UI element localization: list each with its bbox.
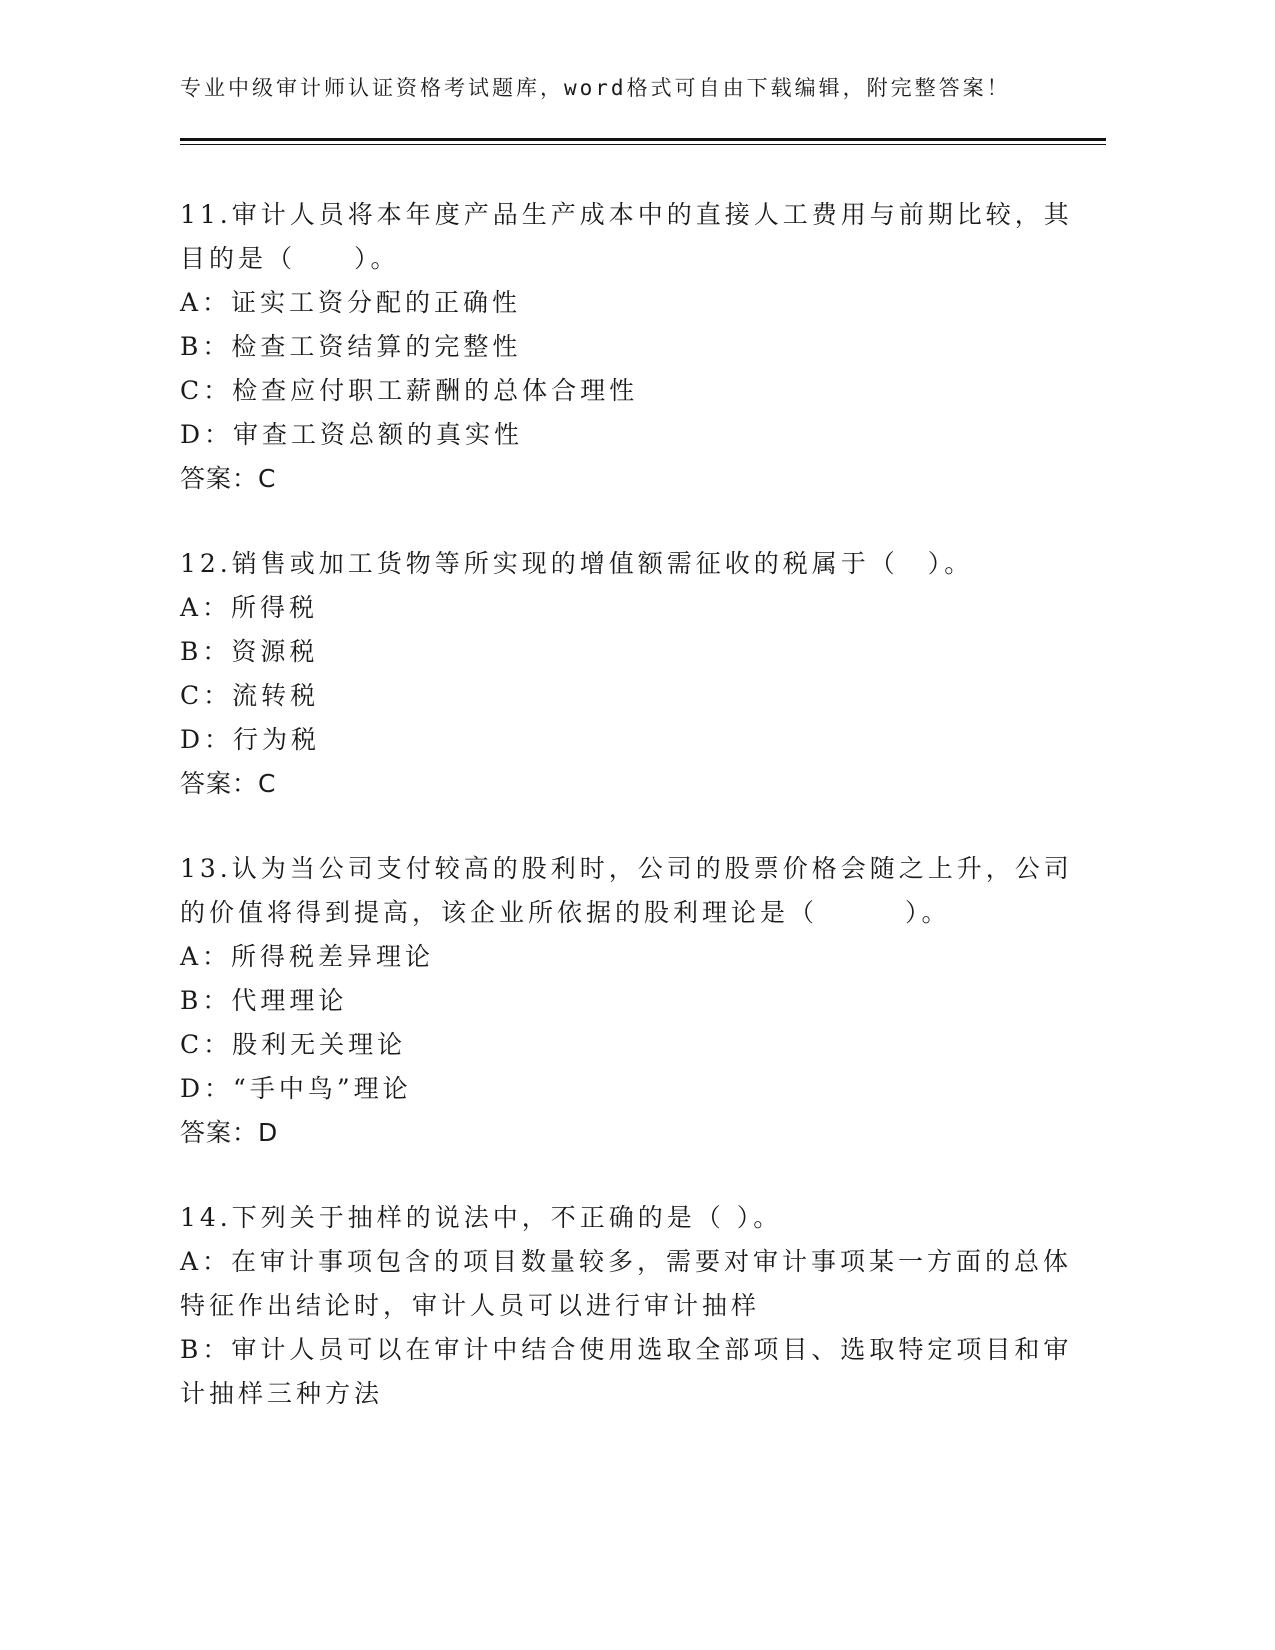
question-14 bbox=[180, 1196, 1073, 1416]
option-a: A：证实工资分配的正确性 bbox=[180, 288, 522, 317]
page-header: 专业中级审计师认证资格考试题库，word格式可自由下载编辑，附完整答案！ bbox=[180, 76, 1011, 100]
question-stem: 12.销售或加工货物等所实现的增值额需征收的税属于（ ）。 bbox=[180, 549, 974, 578]
question-12 bbox=[180, 542, 1030, 806]
question-stem: 11.审计人员将本年度产品生产成本中的直接人工费用与前期比较，其 bbox=[180, 200, 1073, 229]
answer-label: 答案：D bbox=[180, 1118, 279, 1147]
option-a: A：所得税 bbox=[180, 593, 319, 622]
option-d: D：审查工资总额的真实性 bbox=[180, 420, 524, 449]
option-b: B：审计人员可以在审计中结合使用选取全部项目、选取特定项目和审 bbox=[180, 1335, 1073, 1364]
option-b: B：代理理论 bbox=[180, 986, 348, 1015]
option-b-continued: 计抽样三种方法 bbox=[180, 1379, 384, 1408]
option-a-continued: 特征作出结论时，审计人员可以进行审计抽样 bbox=[180, 1291, 761, 1320]
option-a: A：在审计事项包含的项目数量较多，需要对审计事项某一方面的总体 bbox=[180, 1247, 1073, 1276]
question-list bbox=[180, 193, 1073, 1457]
option-d: D：“手中鸟”理论 bbox=[180, 1074, 412, 1103]
option-d: D：行为税 bbox=[180, 725, 321, 754]
answer-label: 答案：C bbox=[180, 769, 277, 798]
option-c: C：股利无关理论 bbox=[180, 1030, 407, 1059]
option-b: B：资源税 bbox=[180, 637, 319, 666]
question-13 bbox=[180, 847, 1073, 1155]
question-stem: 14.下列关于抽样的说法中，不正确的是（ ）。 bbox=[180, 1203, 783, 1232]
question-stem: 13.认为当公司支付较高的股利时，公司的股票价格会随之上升，公司 bbox=[180, 854, 1073, 883]
option-c: C：检查应付职工薪酬的总体合理性 bbox=[180, 376, 639, 405]
option-b: B：检查工资结算的完整性 bbox=[180, 332, 522, 361]
question-stem: 目的是（ ）。 bbox=[180, 244, 400, 273]
answer-label: 答案：C bbox=[180, 464, 277, 493]
option-a: A：所得税差异理论 bbox=[180, 942, 435, 971]
header-divider bbox=[180, 138, 1106, 145]
option-c: C：流转税 bbox=[180, 681, 320, 710]
question-stem: 的价值将得到提高，该企业所依据的股利理论是（ ）。 bbox=[180, 898, 951, 927]
question-11 bbox=[180, 193, 1073, 501]
